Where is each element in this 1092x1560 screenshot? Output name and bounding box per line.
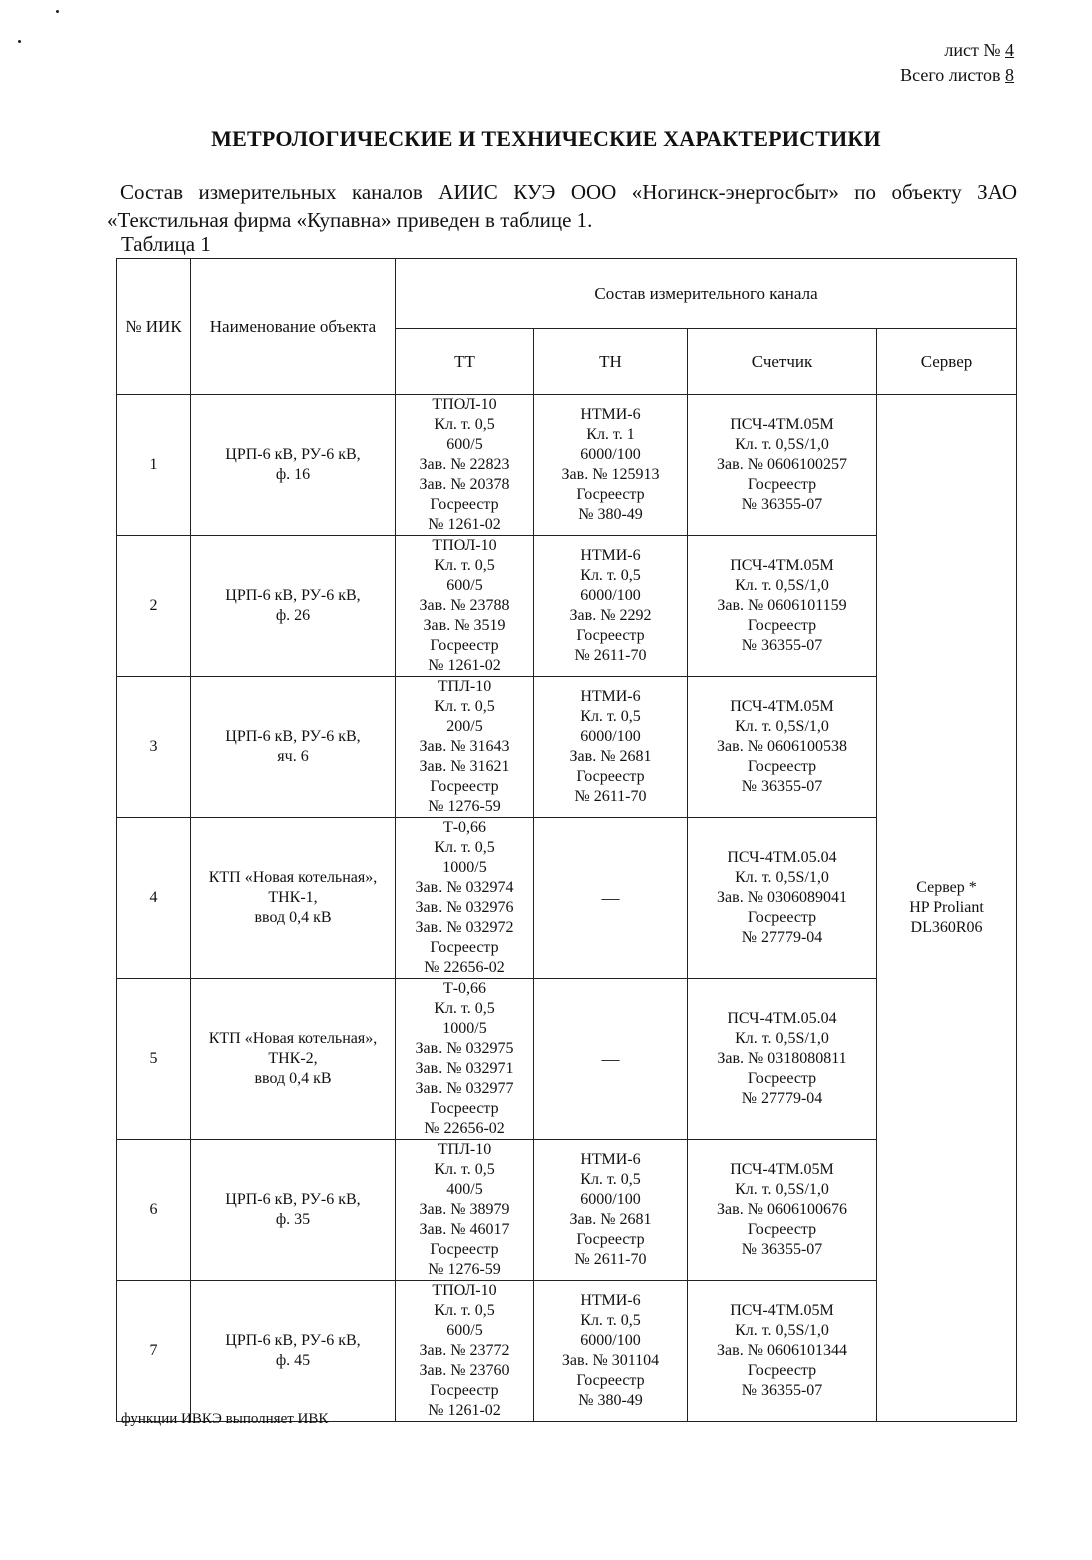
sheet-info bbox=[900, 38, 1014, 88]
tt-cell-line: ТПЛ-10 bbox=[437, 678, 492, 695]
object-name-line: ТНК-1, bbox=[268, 889, 318, 906]
iik-number: 7 bbox=[117, 1281, 191, 1422]
object-name-line: ф. 35 bbox=[275, 1211, 311, 1228]
meter-cell bbox=[688, 677, 877, 818]
tt-cell-line: Зав. № 3519 bbox=[423, 617, 506, 634]
header-channel: Состав измерительного канала bbox=[396, 259, 1017, 329]
meter-cell bbox=[688, 395, 877, 536]
object-name-line: КТП «Новая котельная», bbox=[208, 869, 378, 886]
total-number: 8 bbox=[1005, 65, 1014, 85]
meter-cell bbox=[688, 1140, 877, 1281]
tn-cell-line: 6000/100 bbox=[580, 587, 641, 604]
server-cell bbox=[877, 395, 1017, 1422]
header-iik: № ИИК bbox=[117, 259, 191, 395]
object-name bbox=[191, 979, 396, 1140]
header-meter: Счетчик bbox=[688, 329, 877, 395]
tt-cell-line: 1000/5 bbox=[442, 1020, 487, 1037]
tt-cell-line: Госреестр bbox=[430, 1241, 499, 1258]
server-cell-line: HP Proliant bbox=[909, 899, 984, 916]
meter-cell-line: Госреестр bbox=[747, 909, 817, 926]
meter-cell-line: ПСЧ-4ТМ.05М bbox=[730, 416, 834, 433]
tt-cell-line: Кл. т. 0,5 bbox=[434, 839, 495, 856]
meter-cell-line: Зав. № 0606100257 bbox=[717, 456, 847, 473]
tn-cell-line: Зав. № 2681 bbox=[569, 1211, 652, 1228]
iik-number: 5 bbox=[117, 979, 191, 1140]
meter-cell-line: Зав. № 0606101159 bbox=[717, 597, 847, 614]
tt-cell-line: Кл. т. 0,5 bbox=[434, 698, 495, 715]
tn-cell-line: Зав. № 301104 bbox=[561, 1352, 660, 1369]
object-name-line: ввод 0,4 кВ bbox=[254, 909, 332, 926]
header-tt: ТТ bbox=[396, 329, 534, 395]
tt-cell-line: Кл. т. 0,5 bbox=[434, 1000, 495, 1017]
meter-cell-line: Госреестр bbox=[747, 617, 817, 634]
tt-cell-line: 600/5 bbox=[446, 436, 483, 453]
tn-cell-line: № 380-49 bbox=[578, 506, 643, 523]
meter-cell-line: № 27779-04 bbox=[741, 929, 823, 946]
tn-cell bbox=[534, 536, 688, 677]
meter-cell-line: Госреестр bbox=[747, 1070, 817, 1087]
tt-cell-line: Госреестр bbox=[430, 778, 499, 795]
table-row bbox=[117, 395, 1017, 536]
tn-cell-line: 6000/100 bbox=[580, 446, 641, 463]
meter-cell-line: Зав. № 0606101344 bbox=[717, 1342, 847, 1359]
tt-cell-line: № 1261-02 bbox=[428, 516, 501, 533]
meter-cell bbox=[688, 818, 877, 979]
meter-cell bbox=[688, 536, 877, 677]
tt-cell bbox=[396, 1281, 534, 1422]
tt-cell-line: Кл. т. 0,5 bbox=[434, 1302, 495, 1319]
object-name-line: ЦРП-6 кВ, РУ-6 кВ, bbox=[225, 1332, 361, 1349]
tt-cell-line: Кл. т. 0,5 bbox=[434, 1161, 495, 1178]
object-name bbox=[191, 1281, 396, 1422]
tt-cell bbox=[396, 818, 534, 979]
tn-cell-line: — bbox=[601, 1049, 620, 1069]
meter-cell-line: Кл. т. 0,5S/1,0 bbox=[735, 577, 829, 594]
tt-cell bbox=[396, 979, 534, 1140]
tt-cell-line: Госреестр bbox=[430, 939, 499, 956]
tt-cell-line: Зав. № 23772 bbox=[419, 1342, 510, 1359]
tt-cell-line: 200/5 bbox=[446, 718, 483, 735]
object-name-line: КТП «Новая котельная», bbox=[208, 1030, 378, 1047]
tn-cell-line: № 2611-70 bbox=[574, 1251, 647, 1268]
sheet-label: лист № bbox=[944, 40, 1001, 60]
server-cell-line: Сервер * bbox=[916, 879, 977, 896]
tt-cell-line: Госреестр bbox=[430, 1100, 499, 1117]
meter-cell-line: № 27779-04 bbox=[741, 1090, 823, 1107]
header-object: Наименование объекта bbox=[191, 259, 396, 395]
object-name-line: ЦРП-6 кВ, РУ-6 кВ, bbox=[225, 728, 361, 745]
object-name bbox=[191, 536, 396, 677]
tt-cell-line: ТПОЛ-10 bbox=[432, 1282, 497, 1299]
object-name-line: ф. 45 bbox=[275, 1352, 311, 1369]
scan-speck bbox=[18, 40, 21, 43]
total-label: Всего листов bbox=[900, 65, 1001, 85]
tn-cell-line: Зав. № 2681 bbox=[569, 748, 652, 765]
meter-cell-line: № 36355-07 bbox=[741, 1241, 823, 1258]
tn-cell-line: Госреестр bbox=[576, 627, 645, 644]
meter-cell-line: № 36355-07 bbox=[741, 496, 823, 513]
object-name-line: ф. 16 bbox=[275, 466, 311, 483]
iik-number: 4 bbox=[117, 818, 191, 979]
meter-cell-line: № 36355-07 bbox=[741, 778, 823, 795]
tn-cell-line: 6000/100 bbox=[580, 1332, 641, 1349]
iik-number: 2 bbox=[117, 536, 191, 677]
tn-cell-line: 6000/100 bbox=[580, 728, 641, 745]
meter-cell-line: Кл. т. 0,5S/1,0 bbox=[735, 1181, 829, 1198]
tn-cell bbox=[534, 677, 688, 818]
tn-cell-line: Кл. т. 0,5 bbox=[580, 708, 641, 725]
object-name-line: ЦРП-6 кВ, РУ-6 кВ, bbox=[225, 446, 361, 463]
object-name bbox=[191, 818, 396, 979]
server-cell-line: DL360R06 bbox=[910, 919, 983, 936]
meter-cell-line: Госреестр bbox=[747, 476, 817, 493]
tn-cell bbox=[534, 818, 688, 979]
meter-cell-line: № 36355-07 bbox=[741, 637, 823, 654]
tn-cell bbox=[534, 1281, 688, 1422]
tt-cell-line: 1000/5 bbox=[442, 859, 487, 876]
tt-cell-line: Госреестр bbox=[430, 637, 499, 654]
tt-cell-line: Зав. № 31621 bbox=[419, 758, 510, 775]
tn-cell-line: НТМИ-6 bbox=[580, 688, 641, 705]
object-name-line: яч. 6 bbox=[277, 748, 309, 765]
tn-cell-line: НТМИ-6 bbox=[580, 547, 641, 564]
meter-cell-line: Госреестр bbox=[747, 1221, 817, 1238]
scan-speck bbox=[56, 10, 59, 13]
tt-cell-line: Зав. № 032972 bbox=[415, 919, 514, 936]
meter-cell-line: № 36355-07 bbox=[741, 1382, 823, 1399]
tn-cell-line: № 2611-70 bbox=[574, 647, 647, 664]
tt-cell-line: № 22656-02 bbox=[424, 959, 505, 976]
tn-cell-line: Госреестр bbox=[576, 486, 645, 503]
tt-cell-line: Зав. № 032974 bbox=[415, 879, 514, 896]
tn-cell-line: НТМИ-6 bbox=[580, 406, 641, 423]
tt-cell bbox=[396, 1140, 534, 1281]
meter-cell-line: Кл. т. 0,5S/1,0 bbox=[735, 1322, 829, 1339]
tt-cell-line: ТПОЛ-10 bbox=[432, 396, 497, 413]
iik-number: 1 bbox=[117, 395, 191, 536]
meter-cell-line: Госреестр bbox=[747, 758, 817, 775]
header-row-top bbox=[117, 259, 1017, 329]
tt-cell-line: Зав. № 23760 bbox=[419, 1362, 510, 1379]
tt-cell-line: Зав. № 032975 bbox=[415, 1040, 514, 1057]
iik-number: 3 bbox=[117, 677, 191, 818]
meter-cell-line: ПСЧ-4ТМ.05М bbox=[730, 698, 834, 715]
sheet-number-line bbox=[900, 38, 1014, 63]
tn-cell bbox=[534, 1140, 688, 1281]
meter-cell-line: Госреестр bbox=[747, 1362, 817, 1379]
tt-cell-line: Кл. т. 0,5 bbox=[434, 416, 495, 433]
header-server: Сервер bbox=[877, 329, 1017, 395]
tt-cell-line: Госреестр bbox=[430, 496, 499, 513]
tt-cell-line: № 1261-02 bbox=[428, 657, 501, 674]
tt-cell-line: Зав. № 032977 bbox=[415, 1080, 514, 1097]
meter-cell-line: Кл. т. 0,5S/1,0 bbox=[735, 718, 829, 735]
meter-cell-line: Зав. № 0318080811 bbox=[717, 1050, 847, 1067]
tt-cell-line: № 1261-02 bbox=[428, 1402, 501, 1419]
object-name-line: ЦРП-6 кВ, РУ-6 кВ, bbox=[225, 587, 361, 604]
object-name-line: ТНК-2, bbox=[268, 1050, 318, 1067]
meter-cell-line: ПСЧ-4ТМ.05.04 bbox=[727, 1010, 837, 1027]
tt-cell bbox=[396, 536, 534, 677]
tn-cell-line: Госреестр bbox=[576, 1372, 645, 1389]
meter-cell-line: Зав. № 0306089041 bbox=[717, 889, 847, 906]
tn-cell-line: Кл. т. 1 bbox=[586, 426, 635, 443]
tt-cell bbox=[396, 677, 534, 818]
meter-cell-line: ПСЧ-4ТМ.05М bbox=[730, 1302, 834, 1319]
tt-cell-line: 600/5 bbox=[446, 577, 483, 594]
tt-cell-line: Госреестр bbox=[430, 1382, 499, 1399]
tt-cell-line: Зав. № 032976 bbox=[415, 899, 514, 916]
tn-cell bbox=[534, 395, 688, 536]
meter-cell-line: ПСЧ-4ТМ.05.04 bbox=[727, 849, 837, 866]
tn-cell-line: — bbox=[601, 888, 620, 908]
tt-cell bbox=[396, 395, 534, 536]
tt-cell-line: № 1276-59 bbox=[428, 1261, 501, 1278]
object-name-line: ЦРП-6 кВ, РУ-6 кВ, bbox=[225, 1191, 361, 1208]
tt-cell-line: Зав. № 20378 bbox=[419, 476, 510, 493]
tt-cell-line: Т-0,66 bbox=[442, 819, 487, 836]
meter-cell-line: Зав. № 0606100538 bbox=[717, 738, 847, 755]
tn-cell-line: 6000/100 bbox=[580, 1191, 641, 1208]
page-title: МЕТРОЛОГИЧЕСКИЕ И ТЕХНИЧЕСКИЕ ХАРАКТЕРИСТИКИ bbox=[211, 126, 881, 151]
tt-cell-line: Кл. т. 0,5 bbox=[434, 557, 495, 574]
total-sheets-line bbox=[900, 63, 1014, 88]
tt-cell-line: Зав. № 23788 bbox=[419, 597, 510, 614]
tn-cell-line: № 2611-70 bbox=[574, 788, 647, 805]
meter-cell-line: Зав. № 0606100676 bbox=[717, 1201, 847, 1218]
tt-cell-line: ТПЛ-10 bbox=[437, 1141, 492, 1158]
tn-cell-line: Зав. № 2292 bbox=[569, 607, 652, 624]
tt-cell-line: Зав. № 31643 bbox=[419, 738, 510, 755]
tn-cell-line: № 380-49 bbox=[578, 1392, 643, 1409]
table-body bbox=[117, 395, 1017, 1422]
tn-cell-line: Кл. т. 0,5 bbox=[580, 567, 641, 584]
object-name-line: ввод 0,4 кВ bbox=[254, 1070, 332, 1087]
tn-cell-line: Госреестр bbox=[576, 1231, 645, 1248]
tt-cell-line: Т-0,66 bbox=[442, 980, 487, 997]
tt-cell-line: 400/5 bbox=[446, 1181, 483, 1198]
meter-cell-line: ПСЧ-4ТМ.05М bbox=[730, 557, 834, 574]
meter-cell-line: Кл. т. 0,5S/1,0 bbox=[735, 1030, 829, 1047]
tn-cell-line: Госреестр bbox=[576, 768, 645, 785]
object-name bbox=[191, 1140, 396, 1281]
sheet-number: 4 bbox=[1005, 40, 1014, 60]
tt-cell-line: № 1276-59 bbox=[428, 798, 501, 815]
tn-cell-line: НТМИ-6 bbox=[580, 1292, 641, 1309]
tn-cell-line: Кл. т. 0,5 bbox=[580, 1312, 641, 1329]
tt-cell-line: Зав. № 46017 bbox=[419, 1221, 510, 1238]
meter-cell-line: ПСЧ-4ТМ.05М bbox=[730, 1161, 834, 1178]
object-name bbox=[191, 395, 396, 536]
tn-cell-line: Зав. № 125913 bbox=[561, 466, 660, 483]
tn-cell bbox=[534, 979, 688, 1140]
tt-cell-line: Зав. № 032971 bbox=[415, 1060, 514, 1077]
meter-cell bbox=[688, 979, 877, 1140]
tt-cell-line: 600/5 bbox=[446, 1322, 483, 1339]
tt-cell-line: № 22656-02 bbox=[424, 1120, 505, 1137]
tt-cell-line: ТПОЛ-10 bbox=[432, 537, 497, 554]
intro-paragraph: Состав измерительных каналов АИИС КУЭ ООО «Ногинск-энергосбыт» по объекту ЗАО «Текстильная фирма «Купавна» приведен в таблице 1. bbox=[107, 180, 1017, 232]
meter-cell bbox=[688, 1281, 877, 1422]
object-name-line: ф. 26 bbox=[275, 607, 311, 624]
channels-table bbox=[116, 258, 1017, 1422]
table-caption: Таблица 1 bbox=[121, 232, 211, 256]
tt-cell-line: Зав. № 38979 bbox=[419, 1201, 510, 1218]
tn-cell-line: НТМИ-6 bbox=[580, 1151, 641, 1168]
meter-cell-line: Кл. т. 0,5S/1,0 bbox=[735, 869, 829, 886]
header-tn: ТН bbox=[534, 329, 688, 395]
footnote: функции ИВКЭ выполняет ИВК bbox=[121, 1411, 329, 1427]
tt-cell-line: Зав. № 22823 bbox=[419, 456, 510, 473]
object-name bbox=[191, 677, 396, 818]
meter-cell-line: Кл. т. 0,5S/1,0 bbox=[735, 436, 829, 453]
iik-number: 6 bbox=[117, 1140, 191, 1281]
tn-cell-line: Кл. т. 0,5 bbox=[580, 1171, 641, 1188]
